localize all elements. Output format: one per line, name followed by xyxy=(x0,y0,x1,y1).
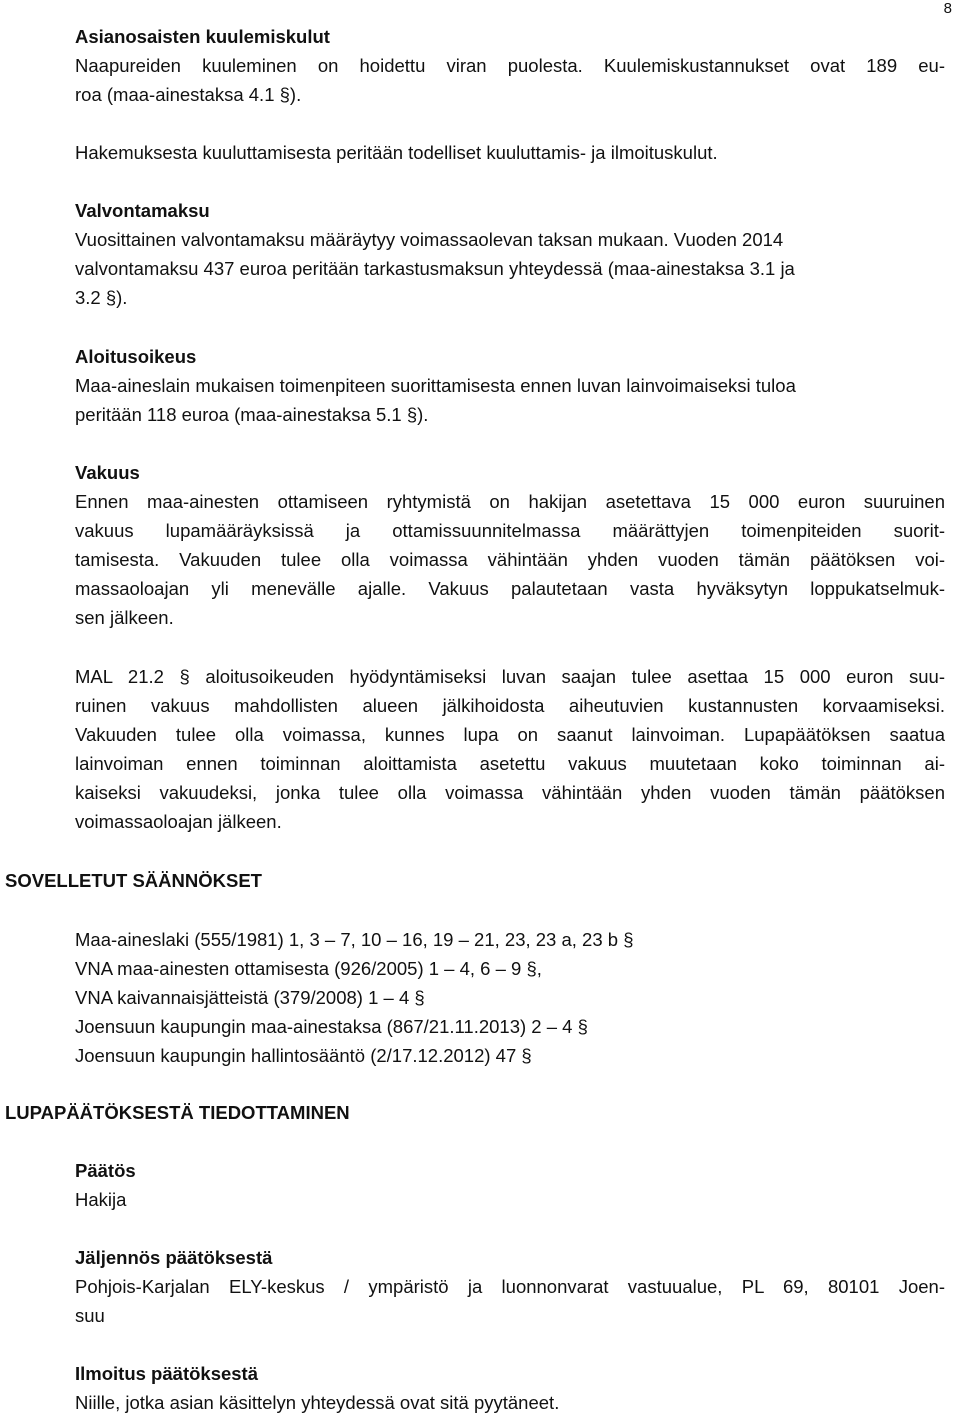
hearing-costs-heading: Asianosaisten kuulemiskulut xyxy=(75,26,330,47)
decision-recipient: Hakija xyxy=(75,1189,127,1210)
mal-security-line: ruinen vakuus mahdollisten alueen jälkihoidosta aiheutuvien kustannusten korvaamiseksi. xyxy=(75,695,945,716)
security-line: vakuus lupamääräyksissä ja ottamissuunnitelmassa määrättyjen toimenpiteiden suorit- xyxy=(75,520,945,541)
notification-heading: LUPAPÄÄTÖKSESTÄ TIEDOTTAMINEN xyxy=(5,1102,350,1123)
decision-notice-section xyxy=(75,1359,945,1417)
security-line: tamisesta. Vakuuden tulee olla voimassa vähintään yhden vuoden tämän päätöksen voi- xyxy=(75,549,945,570)
supervision-fee-heading: Valvontamaksu xyxy=(75,200,210,221)
mal-security-line: Vakuuden tulee olla voimassa, kunnes lupa on saanut lainvoiman. Lupapäätöksen saatua xyxy=(75,724,945,745)
decision-section xyxy=(75,1156,945,1214)
supervision-fee-line: 3.2 §). xyxy=(75,287,128,308)
supervision-fee-line: valvontamaksu 437 euroa peritään tarkastusmaksun yhteydessä (maa-ainestaksa 3.1 ja xyxy=(75,258,795,279)
decision-copy-line: Pohjois-Karjalan ELY-keskus / ympäristö ja luonnonvarat vastuualue, PL 69, 80101 Joen- xyxy=(75,1276,945,1297)
mal-security-line: MAL 21.2 § aloitusoikeuden hyödyntämiseksi luvan saajan tulee asettaa 15 000 euron suu- xyxy=(75,666,945,687)
applied-rules-heading: SOVELLETUT SÄÄNNÖKSET xyxy=(5,870,262,891)
mal-security-line: lainvoiman ennen toiminnan aloittamista asetettu vakuus muutetaan koko toiminnan ai- xyxy=(75,753,945,774)
commencement-right-line: Maa-aineslain mukaisen toimenpiteen suorittamisesta ennen luvan lainvoimaiseksi tuloa xyxy=(75,375,796,396)
announcement-costs-text: Hakemuksesta kuuluttamisesta peritään todelliset kuuluttamis- ja ilmoituskulut. xyxy=(75,142,718,163)
security-line: Ennen maa-ainesten ottamiseen ryhtymistä on hakijan asetettava 15 000 euron suuruinen xyxy=(75,491,945,512)
applied-rule-item: Maa-aineslaki (555/1981) 1, 3 – 7, 10 – 16, 19 – 21, 23, 23 a, 23 b § xyxy=(75,929,634,950)
applied-rule-item: Joensuun kaupungin maa-ainestaksa (867/21.11.2013) 2 – 4 § xyxy=(75,1016,588,1037)
commencement-right-line: peritään 118 euroa (maa-ainestaksa 5.1 §). xyxy=(75,404,429,425)
mal-security-line: voimassaoloajan jälkeen. xyxy=(75,811,282,832)
mal-security-line: kaiseksi vakuudeksi, jonka tulee olla voimassa vähintään yhden vuoden tämän päätöksen xyxy=(75,782,945,803)
decision-heading: Päätös xyxy=(75,1160,136,1181)
hearing-costs-line: roa (maa-ainestaksa 4.1 §). xyxy=(75,84,302,105)
supervision-fee-section xyxy=(75,196,945,312)
commencement-right-section xyxy=(75,342,945,429)
mal-security-section xyxy=(75,662,945,836)
applied-rule-item: Joensuun kaupungin hallintosääntö (2/17.12.2012) 47 § xyxy=(75,1045,532,1066)
commencement-right-heading: Aloitusoikeus xyxy=(75,346,197,367)
decision-notice-heading: Ilmoitus päätöksestä xyxy=(75,1363,259,1384)
security-heading: Vakuus xyxy=(75,462,140,483)
announcement-costs-section xyxy=(75,138,945,167)
page-number: 8 xyxy=(943,0,952,17)
decision-copy-line: suu xyxy=(75,1305,105,1326)
notification-heading-block xyxy=(5,1098,875,1127)
decision-copy-heading: Jäljennös päätöksestä xyxy=(75,1247,273,1268)
security-line: massaoloajan yli menevälle ajalle. Vakuus palautetaan vasta hyväksytyn loppukatselmuk- xyxy=(75,578,945,599)
hearing-costs-section xyxy=(75,22,945,109)
security-line: sen jälkeen. xyxy=(75,607,174,628)
security-section xyxy=(75,458,945,632)
hearing-costs-line: Naapureiden kuuleminen on hoidettu viran puolesta. Kuulemiskustannukset ovat 189 eu- xyxy=(75,55,945,76)
decision-notice-text: Niille, jotka asian käsittelyn yhteydessä ovat sitä pyytäneet. xyxy=(75,1392,560,1413)
applied-rule-item: VNA maa-ainesten ottamisesta (926/2005) 1 – 4, 6 – 9 §, xyxy=(75,958,542,979)
applied-rules-list xyxy=(75,925,945,1070)
applied-rules-heading-block xyxy=(5,866,875,895)
supervision-fee-line: Vuosittainen valvontamaksu määräytyy voimassaolevan taksan mukaan. Vuoden 2014 xyxy=(75,229,784,250)
decision-copy-section xyxy=(75,1243,945,1330)
applied-rule-item: VNA kaivannaisjätteistä (379/2008) 1 – 4 § xyxy=(75,987,425,1008)
